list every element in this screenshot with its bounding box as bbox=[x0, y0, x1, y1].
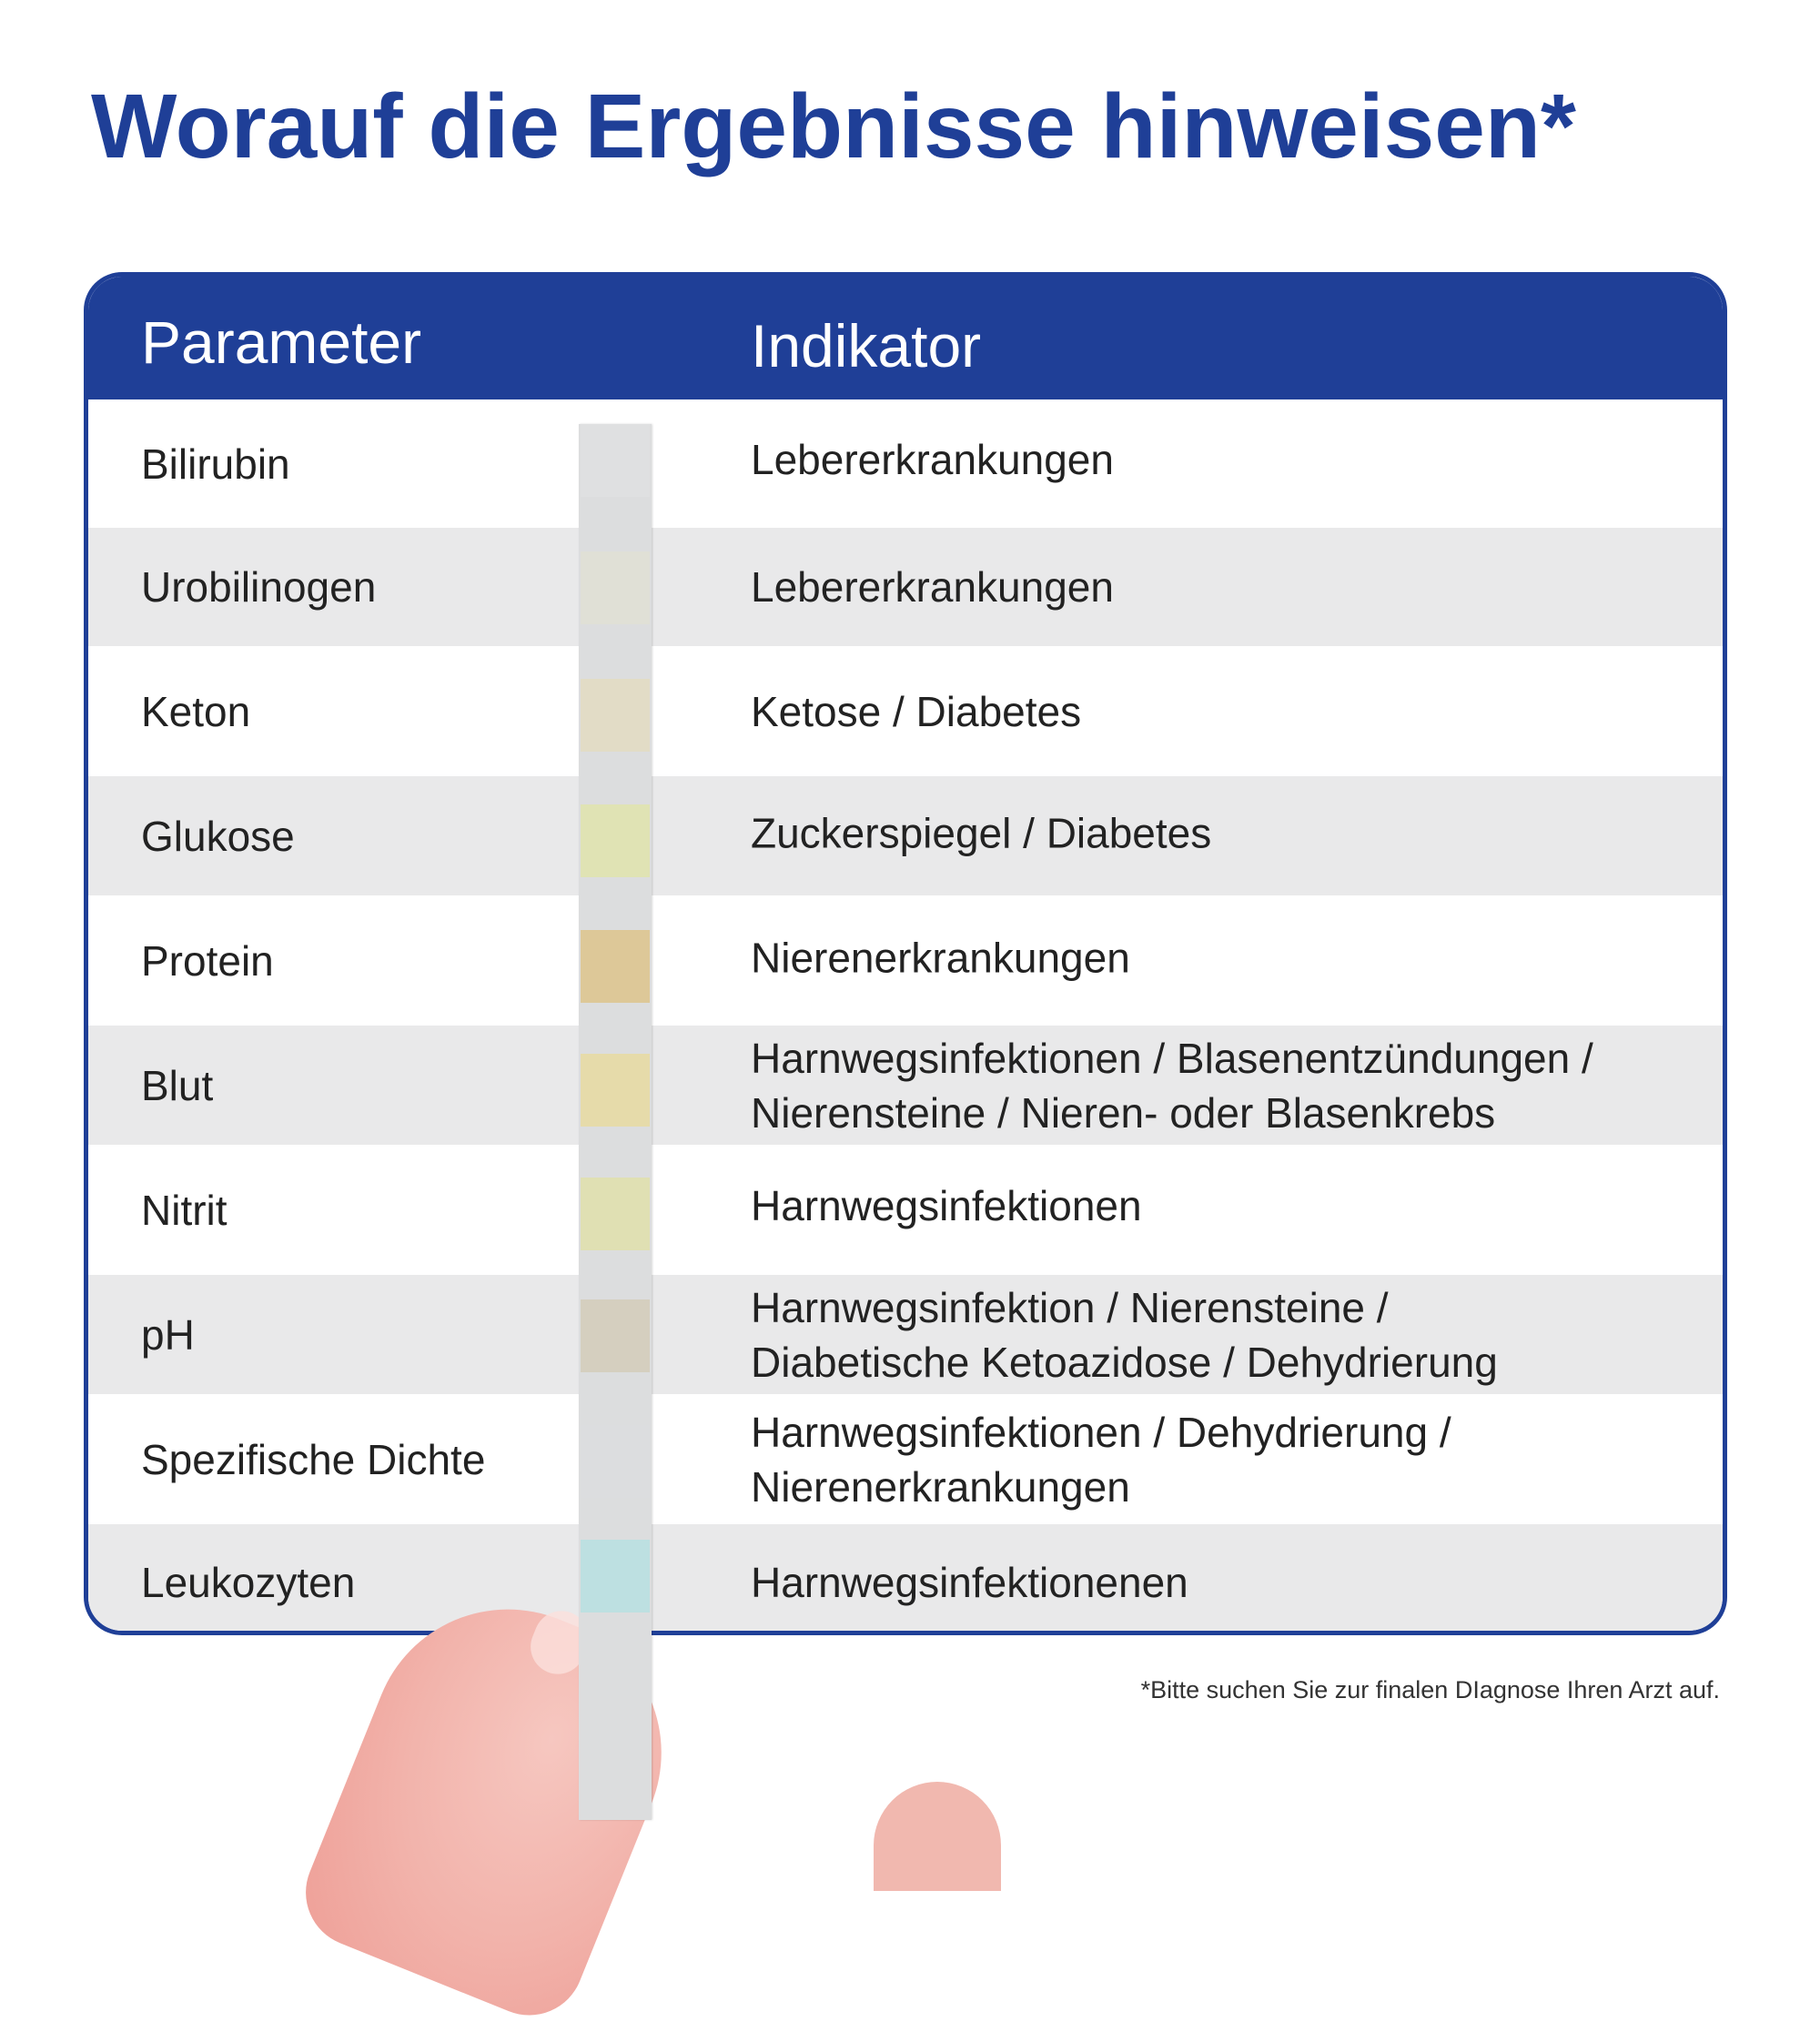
parameter-cell: Keton bbox=[141, 687, 251, 735]
indicator-cell: Ketose / Diabetes bbox=[751, 687, 1082, 735]
results-table bbox=[84, 272, 1727, 1635]
indicator-cell: Lebererkrankungen bbox=[751, 435, 1114, 483]
column-header-indicator: Indikator bbox=[751, 312, 982, 379]
parameter-cell: Blut bbox=[141, 1061, 214, 1109]
indicator-cell: Harnwegsinfektionen bbox=[751, 1181, 1142, 1229]
indicator-cell: Harnwegsinfektion / Nierensteine / Diabetische Ketoazidose / Dehydrierung bbox=[751, 1283, 1498, 1386]
indicator-cell: Nierenerkrankungen bbox=[751, 933, 1130, 981]
parameter-cell: Urobilinogen bbox=[141, 563, 377, 611]
strip-pad bbox=[581, 930, 650, 1003]
strip-pad bbox=[581, 551, 650, 624]
second-finger-image bbox=[874, 1782, 1001, 1891]
table-row bbox=[88, 1145, 1723, 1275]
indicator-cell: Harnwegsinfektionenen bbox=[751, 1558, 1188, 1606]
parameter-cell: Nitrit bbox=[141, 1186, 228, 1234]
table-row bbox=[88, 1275, 1723, 1394]
footnote: *Bitte suchen Sie zur finalen DIagnose Ihren Arzt auf. bbox=[1140, 1676, 1720, 1703]
parameter-cell: Protein bbox=[141, 936, 274, 985]
table-row bbox=[88, 1026, 1723, 1145]
parameter-cell: Leukozyten bbox=[141, 1558, 356, 1606]
indicator-cell: Lebererkrankungen bbox=[751, 563, 1114, 611]
column-header-parameter: Parameter bbox=[141, 308, 422, 376]
parameter-cell: Spezifische Dichte bbox=[141, 1435, 486, 1483]
table-row bbox=[88, 646, 1723, 776]
table-row bbox=[88, 1524, 1723, 1635]
table-header bbox=[88, 277, 1723, 399]
table-row bbox=[88, 399, 1723, 528]
table-row bbox=[88, 776, 1723, 895]
parameter-cell: Bilirubin bbox=[141, 440, 290, 488]
indicator-cell: Harnwegsinfektionen / Blasenentzündungen / Nierensteine / Nieren- oder Blasenkrebs bbox=[751, 1034, 1593, 1137]
indicator-cell: Zuckerspiegel / Diabetes bbox=[751, 808, 1212, 856]
table-row bbox=[88, 1394, 1723, 1524]
strip-pad bbox=[581, 424, 650, 497]
strip-pad bbox=[581, 1054, 650, 1127]
parameter-cell: Glukose bbox=[141, 812, 295, 860]
page-title: Worauf die Ergebnisse hinweisen* bbox=[91, 76, 1576, 177]
strip-pad bbox=[581, 1178, 650, 1250]
table-row bbox=[88, 895, 1723, 1026]
indicator-cell: Harnwegsinfektionen / Dehydrierung / Nierenerkrankungen bbox=[751, 1408, 1451, 1511]
strip-pad bbox=[581, 679, 650, 752]
parameter-cell: pH bbox=[141, 1310, 195, 1359]
urine-test-strip bbox=[579, 424, 652, 1820]
strip-pad bbox=[581, 1299, 650, 1372]
strip-pad bbox=[581, 1540, 650, 1612]
strip-pad bbox=[581, 1425, 650, 1498]
strip-pad bbox=[581, 804, 650, 877]
table-row bbox=[88, 528, 1723, 646]
